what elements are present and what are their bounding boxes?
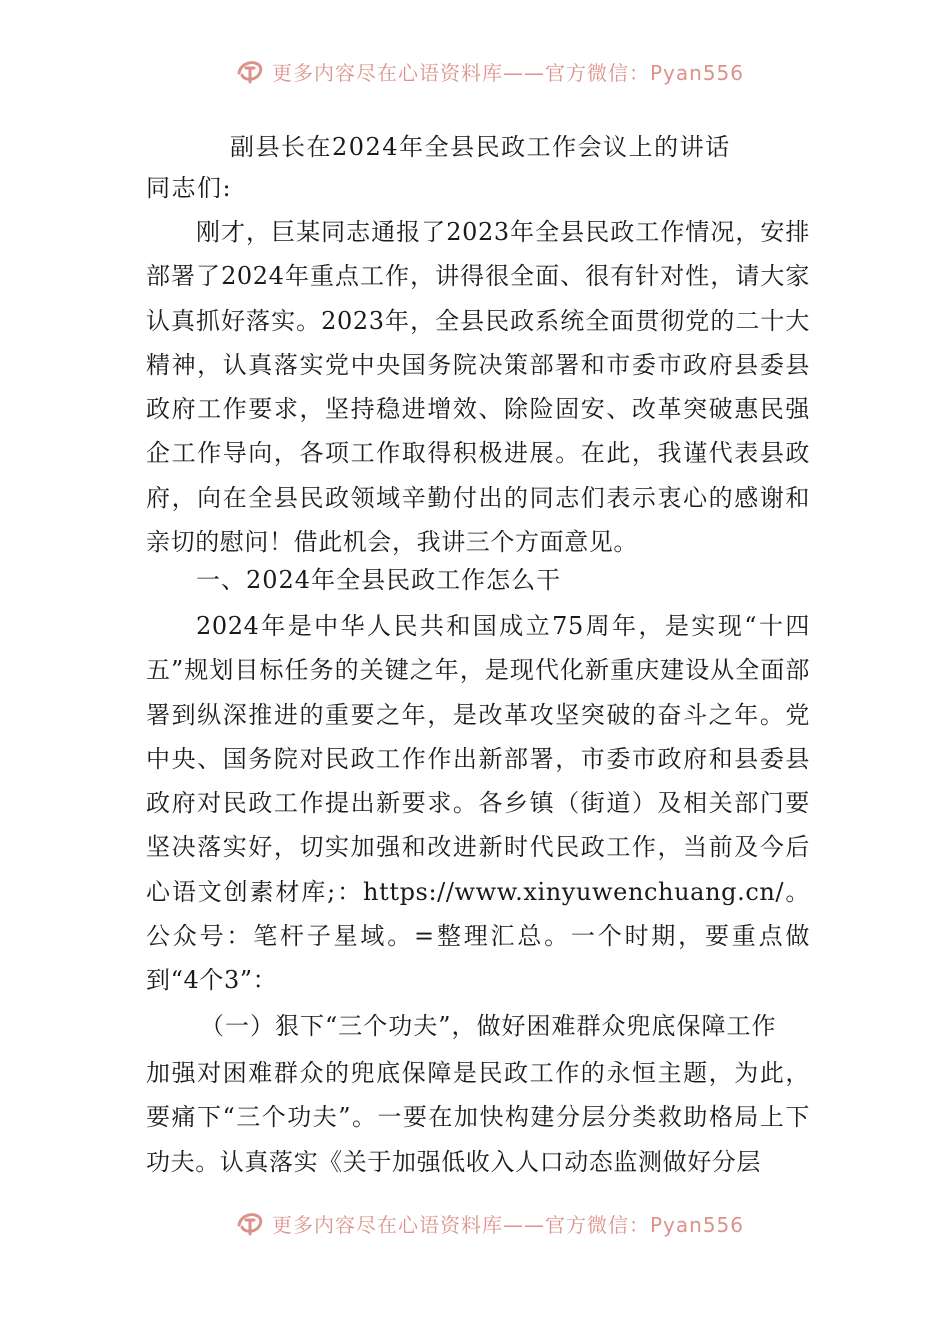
paragraph-safety-net: 加强对困难群众的兜底保障是民政工作的永恒主题，为此，要痛下“三个功夫”。一要在加快构建分层分类救助格局上下功夫。认真落实《关于加强低收入人口动态监测做好分层 xyxy=(146,1059,810,1176)
salutation: 同志们: xyxy=(146,174,233,202)
brand-logo-icon xyxy=(236,57,264,85)
brand-logo-icon xyxy=(236,1209,264,1237)
section-heading: 一、2024年全县民政工作怎么干 xyxy=(196,566,562,594)
paragraph-opening: 刚才，巨某同志通报了2023年全县民政工作情况，安排部署了2024年重点工作，讲得很全面、很有针对性，请大家认真抓好落实。2023年，全县民政系统全面贯彻党的二十大精神，认真落实党中央国务院决策部署和市委市政府县委县政府工作要求，坚持稳进增效、除险固安、改革突破惠民强企工作导向，各项工作取得积极进展。在此，我谨代表县政府，向在全县民政领域辛勤付出的同志们表示衷心的感谢和亲切的慰问！借此机会，我讲三个方面意见。 xyxy=(146,218,810,557)
watermark-banner-top xyxy=(236,56,744,86)
watermark-text: 更多内容尽在心语资料库——官方微信：Pyan556 xyxy=(272,1212,745,1237)
document-title: 副县长在2024年全县民政工作会议上的讲话 xyxy=(230,133,731,161)
paragraph-2024-overview: 2024年是中华人民共和国成立75周年，是实现“十四五”规划目标任务的关键之年，是现代化新重庆建设从全面部署到纵深推进的重要之年，是改革攻坚突破的奋斗之年。党中央、国务院对民政工作作出新部署，市委市政府和县委县政府对民政工作提出新要求。各乡镇（街道）及相关部门要坚决落实好，切实加强和改进新时代民政工作，当前及今后心语文创素材库;：https://www.xinyuwenchuang.cn/。公众号：笔杆子星域。=整理汇总。一个时期，要重点做到“4个3”： xyxy=(146,612,810,995)
subsection-heading: （一）狠下“三个功夫”，做好困难群众兜底保障工作 xyxy=(200,1012,777,1040)
watermark-banner-bottom xyxy=(236,1208,744,1238)
watermark-text: 更多内容尽在心语资料库——官方微信：Pyan556 xyxy=(272,60,745,85)
